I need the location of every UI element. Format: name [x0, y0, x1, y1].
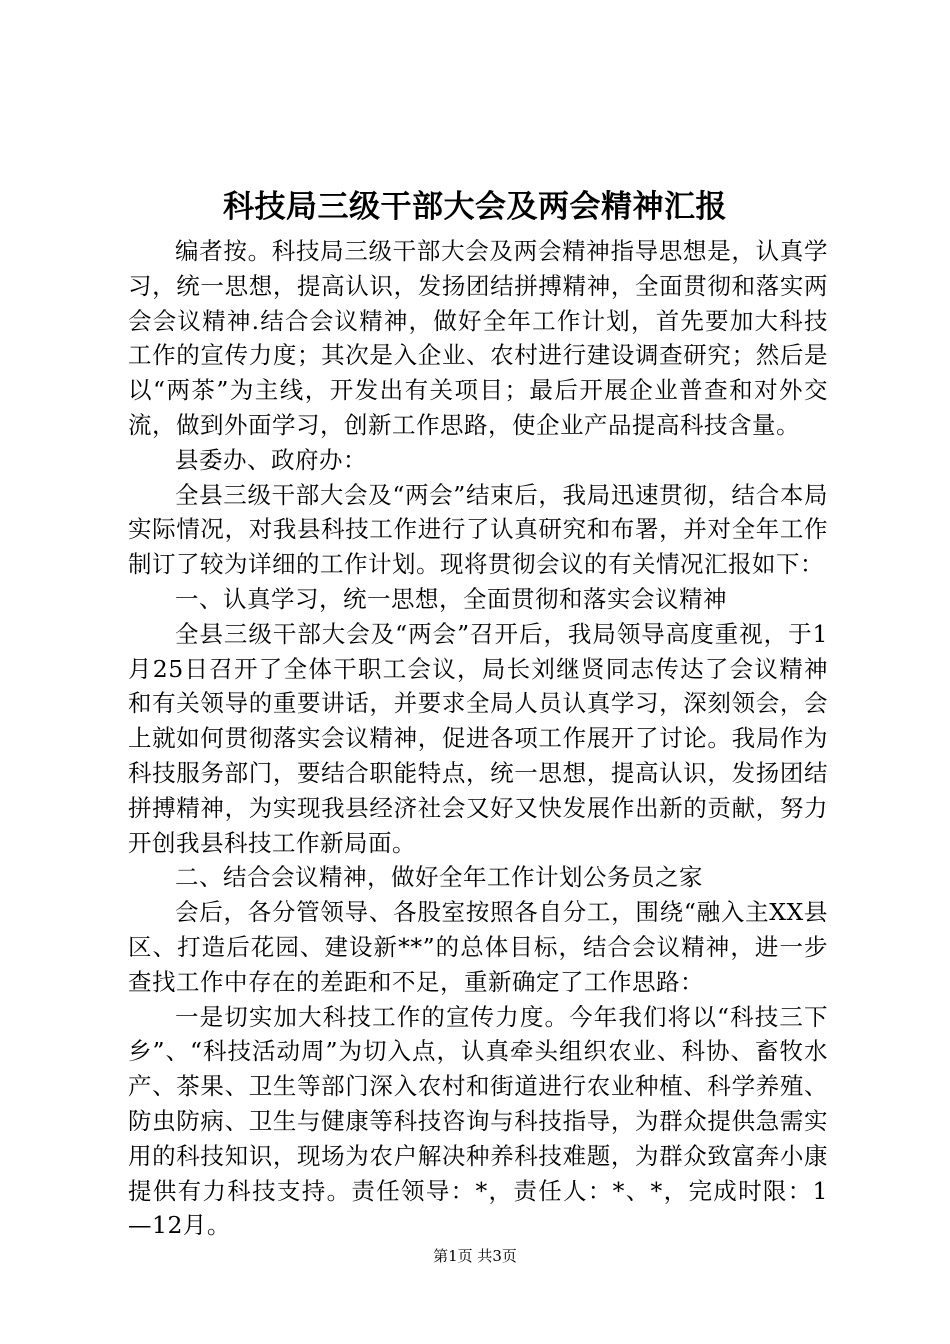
- document-title: 科技局三级干部大会及两会精神汇报: [223, 189, 727, 225]
- section-heading-1: 一、认真学习，统一思想，全面贯彻和落实会议精神: [175, 584, 727, 613]
- paragraph-intro: 全县三级干部大会及“两会”结束后，我局迅速贯彻，结合本局实际情况，对我县科技工作进行了认真研究和布署，并对全年工作制订了较为详细的工作计划。现将贯彻会议的有关情况汇报如下：: [128, 480, 828, 579]
- paragraph-addressee: 县委办、政府办：: [175, 445, 367, 474]
- page-number-footer: 第1页 共3页: [433, 1247, 517, 1265]
- paragraph-section-2: 会后，各分管领导、各股室按照各自分工，围绕“融入主XX县区、打造后花园、建设新**”的总体目标，结合会议精神，进一步查找工作中存在的差距和不足，重新确定了工作思路：: [128, 898, 828, 996]
- section-heading-2: 二、结合会议精神，做好全年工作计划公务员之家: [175, 863, 703, 892]
- paragraph-item-1: 一是切实加大科技工作的宣传力度。今年我们将以“科技三下乡”、“科技活动周”为切入点，认真牵头组织农业、科协、畜牧水产、茶果、卫生等部门深入农村和街道进行农业种植、科学养殖、防虫防病、卫生与健康等科技咨询与科技指导，为群众提供急需实用的科技知识，现场为农户解决种养科技难题，为群众致富奔小康提供有力科技支持。责任领导：*，责任人：*、*，完成时限：1—12月。: [128, 1002, 828, 1240]
- paragraph-section-1: 全县三级干部大会及“两会”召开后，我局领导高度重视，于1月25日召开了全体干职工会议，局长刘继贤同志传达了会议精神和有关领导的重要讲话，并要求全局人员认真学习，深刻领会，会上就如何贯彻落实会议精神，促进各项工作展开了讨论。我局作为科技服务部门，要结合职能特点，统一思想，提高认识，发扬团结拼搏精神，为实现我县经济社会又好又快发展作出新的贡献，努力开创我县科技工作新局面。: [128, 619, 828, 857]
- paragraph-editor-note: 编者按。科技局三级干部大会及两会精神指导思想是，认真学习，统一思想，提高认识，发扬团结拼搏精神，全面贯彻和落实两会会议精神.结合会议精神，做好全年工作计划，首先要加大科技工作的宣传力度；其次是入企业、农村进行建设调查研究；然后是以“两茶”为主线，开发出有关项目；最后开展企业普查和对外交流，做到外面学习，创新工作思路，使企业产品提高科技含量。: [128, 237, 828, 439]
- document-body: [128, 234, 828, 1243]
